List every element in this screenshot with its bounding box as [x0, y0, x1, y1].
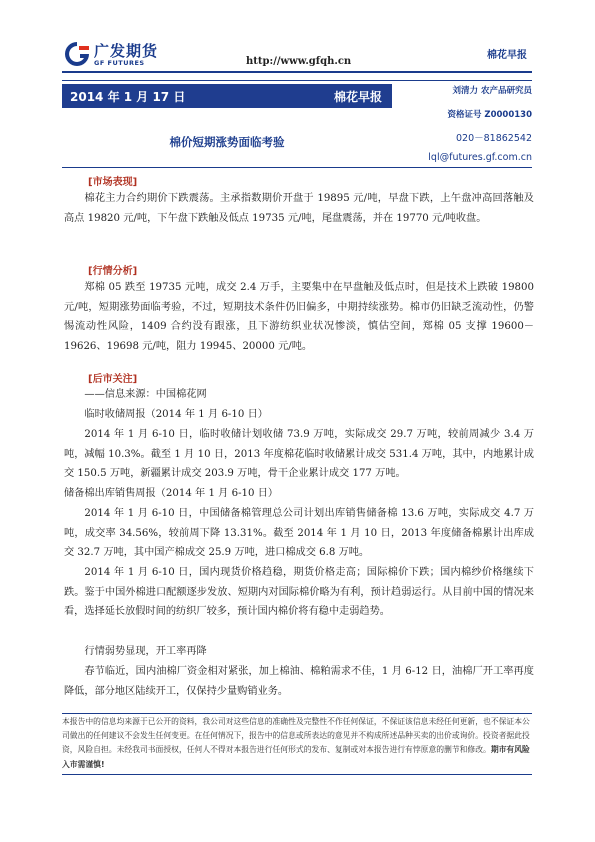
analysis-paragraph: 郑棉 05 跌至 19735 元吨，成交 2.4 万手，主要集中在早盘触及低点时，但是技术上跌破 19800 元/吨，短期涨势面临考验，不过，短期技术条件仍旧偏多，中期持续涨势。棉市仍旧缺乏流动性，仍警惕流动性风险，1409 合约没有跟涨，且下游纺织业状况惨淡，慎估空间，郑棉 05 支撑 19600－19626、19698 元/吨，阻力 19945、20000 元/吨。: [64, 282, 534, 352]
section-heading-market: [市场表现]: [88, 177, 138, 188]
analyst-cert: 资格证号 Z0000130: [447, 110, 532, 120]
storage-weekly-paragraph: 2014 年 1 月 6-10 日，临时收储计划收储 73.9 万吨，实际成交 29.7 万吨，较前周减少 3.4 万吨，减幅 10.3%。截至 1 月 10 日，2013 年度棉花临时收储累计成交 531.4 万吨，其中，内地累计成交 150.5 万吨，新疆累计成交 203.9 万吨，骨干企业累计成交 177 万吨。: [64, 429, 534, 480]
report-type-tag: 棉花早报: [487, 50, 527, 61]
section-heading-analysis: [行情分析]: [88, 266, 138, 277]
storage-weekly-title: 临时收储周报（2014 年 1 月 6-10 日）: [84, 409, 268, 420]
report-name: 棉花早报: [333, 90, 382, 104]
header-divider: [62, 71, 532, 73]
market-paragraph: 棉花主力合约期价下跌震荡。主承指数期价开盘于 19895 元/吨，早盘下跌，上午盘冲高回落触及高点 19820 元/吨，下午盘下跌触及低点 19735 元/吨，尾盘震荡，并在 19770 元/吨收盘。: [64, 193, 534, 224]
reserve-sales-paragraph: 2014 年 1 月 6-10 日，中国储备棉管理总公司计划出库销售储备棉 13.6 万吨，实际成交 4.7 万吨，成交率 34.56%，较前周下降 13.31%。截至 2014 年 1 月 10 日，2013 年度储备棉累计出库成交 32.7 万吨，其中国产棉成交 25.9 万吨，进口棉成交 6.8 万吨。: [64, 508, 534, 559]
website-link[interactable]: http://www.gfqh.cn: [246, 56, 352, 67]
report-date: 2014 年 1 月 17 日: [70, 90, 186, 104]
weakness-title: 行情弱势显现，开工率再降: [84, 646, 207, 657]
price-trend-paragraph: 2014 年 1 月 6-10 日，国内现货价格趋稳，期货价格走高；国际棉价下跌；国内棉纱价格继续下跌。鉴于中国外棉进口配额逐步发放、短期内对国际棉价略为有利，预计趋弱运行。从目前中国的情况来看，选择延长放假时间的纺织厂较多，预计国内棉价将有稳中走弱趋势。: [64, 567, 534, 618]
company-logo: [62, 38, 162, 72]
analyst-name-role: 刘清力 农产品研究员: [452, 86, 532, 96]
title-top-rule: [62, 80, 532, 81]
title-bar: [62, 84, 392, 108]
analyst-phone: 020－81862542: [456, 133, 532, 144]
title-bottom-rule: [62, 167, 532, 168]
section-heading-follow: [后市关注]: [88, 374, 138, 385]
analyst-email[interactable]: lql@futures.gf.com.cn: [428, 152, 532, 163]
disclaimer: [62, 713, 532, 775]
logo-english-name: GF FUTURES: [94, 59, 145, 67]
disclaimer-text: 本报告中的信息均来源于已公开的资料，我公司对这些信息的准确性及完整性不作任何保证，不保证该信息未经任何更新，也不保证本公司做出的任何建议不会发生任何变更。在任何情况下，报告中的信息或所表达的意见并不构成所述品种买卖的出价或询价。投资者据此投资，风险自担。未经我司书面授权，任何人不得对本报告进行任何形式的发布、复制或对本报告进行有悖原意的删节和修改。: [62, 717, 530, 755]
weakness-paragraph: 春节临近，国内油棉厂资金相对紧张，加上棉油、棉粕需求不佳，1 月 6-12 日，油棉厂开工率再度降低，部分地区陆续开工，仅保持少量购销业务。: [64, 666, 534, 697]
logo-chinese-name: 广发期货: [94, 42, 159, 60]
gf-logo-icon: [62, 40, 92, 68]
reserve-sales-title: 储备棉出库销售周报（2014 年 1 月 6-10 日）: [64, 488, 279, 499]
risk-warning: 期市有风险 入市需谨慎!: [62, 745, 530, 769]
report-headline: 棉价短期涨势面临考验: [169, 135, 285, 149]
info-source: ——信息来源：中国棉花网: [84, 389, 207, 400]
